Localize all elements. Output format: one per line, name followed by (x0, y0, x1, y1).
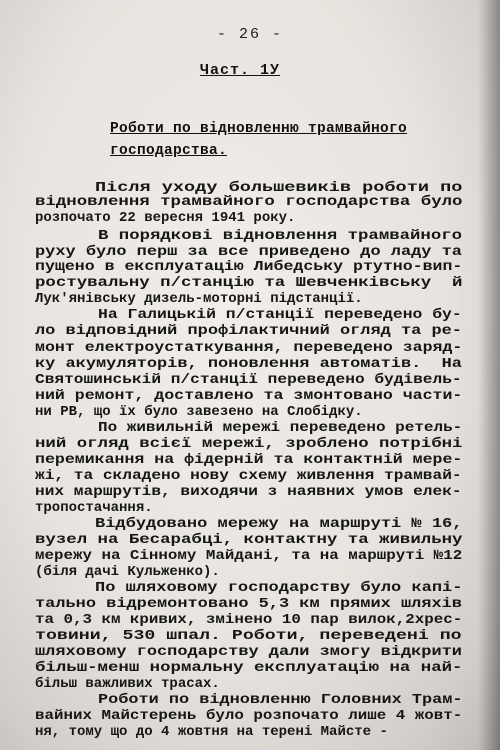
body-line: (біля дачі Кульженко). (35, 564, 220, 580)
body-line: Відбудовано мережу на маршруті № 16, (95, 516, 463, 532)
section-title-line-2: господарства. (110, 143, 228, 159)
body-line: вайних Майстерень було розпочато лише 4 жовт- (35, 708, 463, 724)
body-line: ний ремонт, доставлено та змонтовано части- (35, 388, 463, 404)
section-title-line-1: Роботи по відновленню трамвайного (110, 121, 408, 137)
body-line: них маршрутів, виходячи з наявних умов елек- (35, 484, 462, 500)
body-line: В порядкові відновлення трамвайного (98, 228, 463, 244)
body-line: тропостачання. (35, 500, 153, 516)
body-line: розпочато 22 вересня 1941 року. (35, 210, 296, 226)
body-line: та 0,3 км кривих, змінено 10 пар вилок,2хрес- (35, 612, 463, 628)
body-line: шляховому господарству дали змогу відкрити (35, 644, 462, 660)
body-line: більш важливих трасах. (35, 676, 220, 692)
body-line: Роботи по відновленню Головних Трам- (98, 692, 463, 708)
body-line: ку акумуляторів, поновлення автоматів. На (35, 356, 462, 372)
body-line: жі, та складено нову схему живлення трамвай- (35, 468, 462, 484)
body-line: По шляховому господарству було капі- (95, 580, 463, 596)
body-line: По живильній мережі переведено ретель- (98, 420, 463, 436)
page-edge-shadow (478, 0, 500, 750)
body-line: ростувальну п/станцію та Шевченківську й (35, 275, 463, 291)
body-line: перемикання на фідерній та контактній мере- (35, 452, 463, 468)
body-line: руху було перш за все приведено до ладу та (35, 244, 462, 260)
body-line: Після уходу большевиків роботи по (95, 180, 463, 196)
body-line: Святошинській п/станції переведено будівель- (35, 372, 462, 388)
body-line: монт електроустаткування, переведено заряд- (35, 340, 463, 356)
body-line: Лук'янівську дизель-моторні підстанції. (35, 291, 363, 307)
body-line: вузел на Бесарабці, контактну та живильну (35, 532, 463, 548)
body-line: тально відремонтовано 5,3 км прямих шляхів (35, 596, 462, 612)
body-line: ний огляд всієї мережі, зроблено потрібні (35, 436, 463, 452)
page-number: - 26 - (216, 26, 283, 43)
body-line: більш-менш нормальну експлуатацію на най- (35, 660, 463, 676)
body-line: відновлення трамвайного господарства було (35, 194, 463, 210)
body-line: На Галицькій п/станції переведено бу- (98, 307, 462, 323)
body-line: пущено в експлуатацію Либедську ртутно-вип- (35, 259, 463, 275)
part-heading: Част. 1У (200, 62, 281, 79)
body-line: товини, 530 шпал. Роботи, переведені по (35, 628, 462, 644)
body-line: ло відповідний профілактичний огляд та ре- (35, 323, 462, 339)
body-line: мережу на Сінному Майдані, та на маршруті №12 (35, 548, 463, 564)
section-title (110, 118, 440, 162)
body-line: ня, тому що до 4 жовтня на терені Майсте - (35, 724, 388, 740)
body-line: ни РВ, що їх було завезено на Слобідку. (35, 404, 363, 420)
